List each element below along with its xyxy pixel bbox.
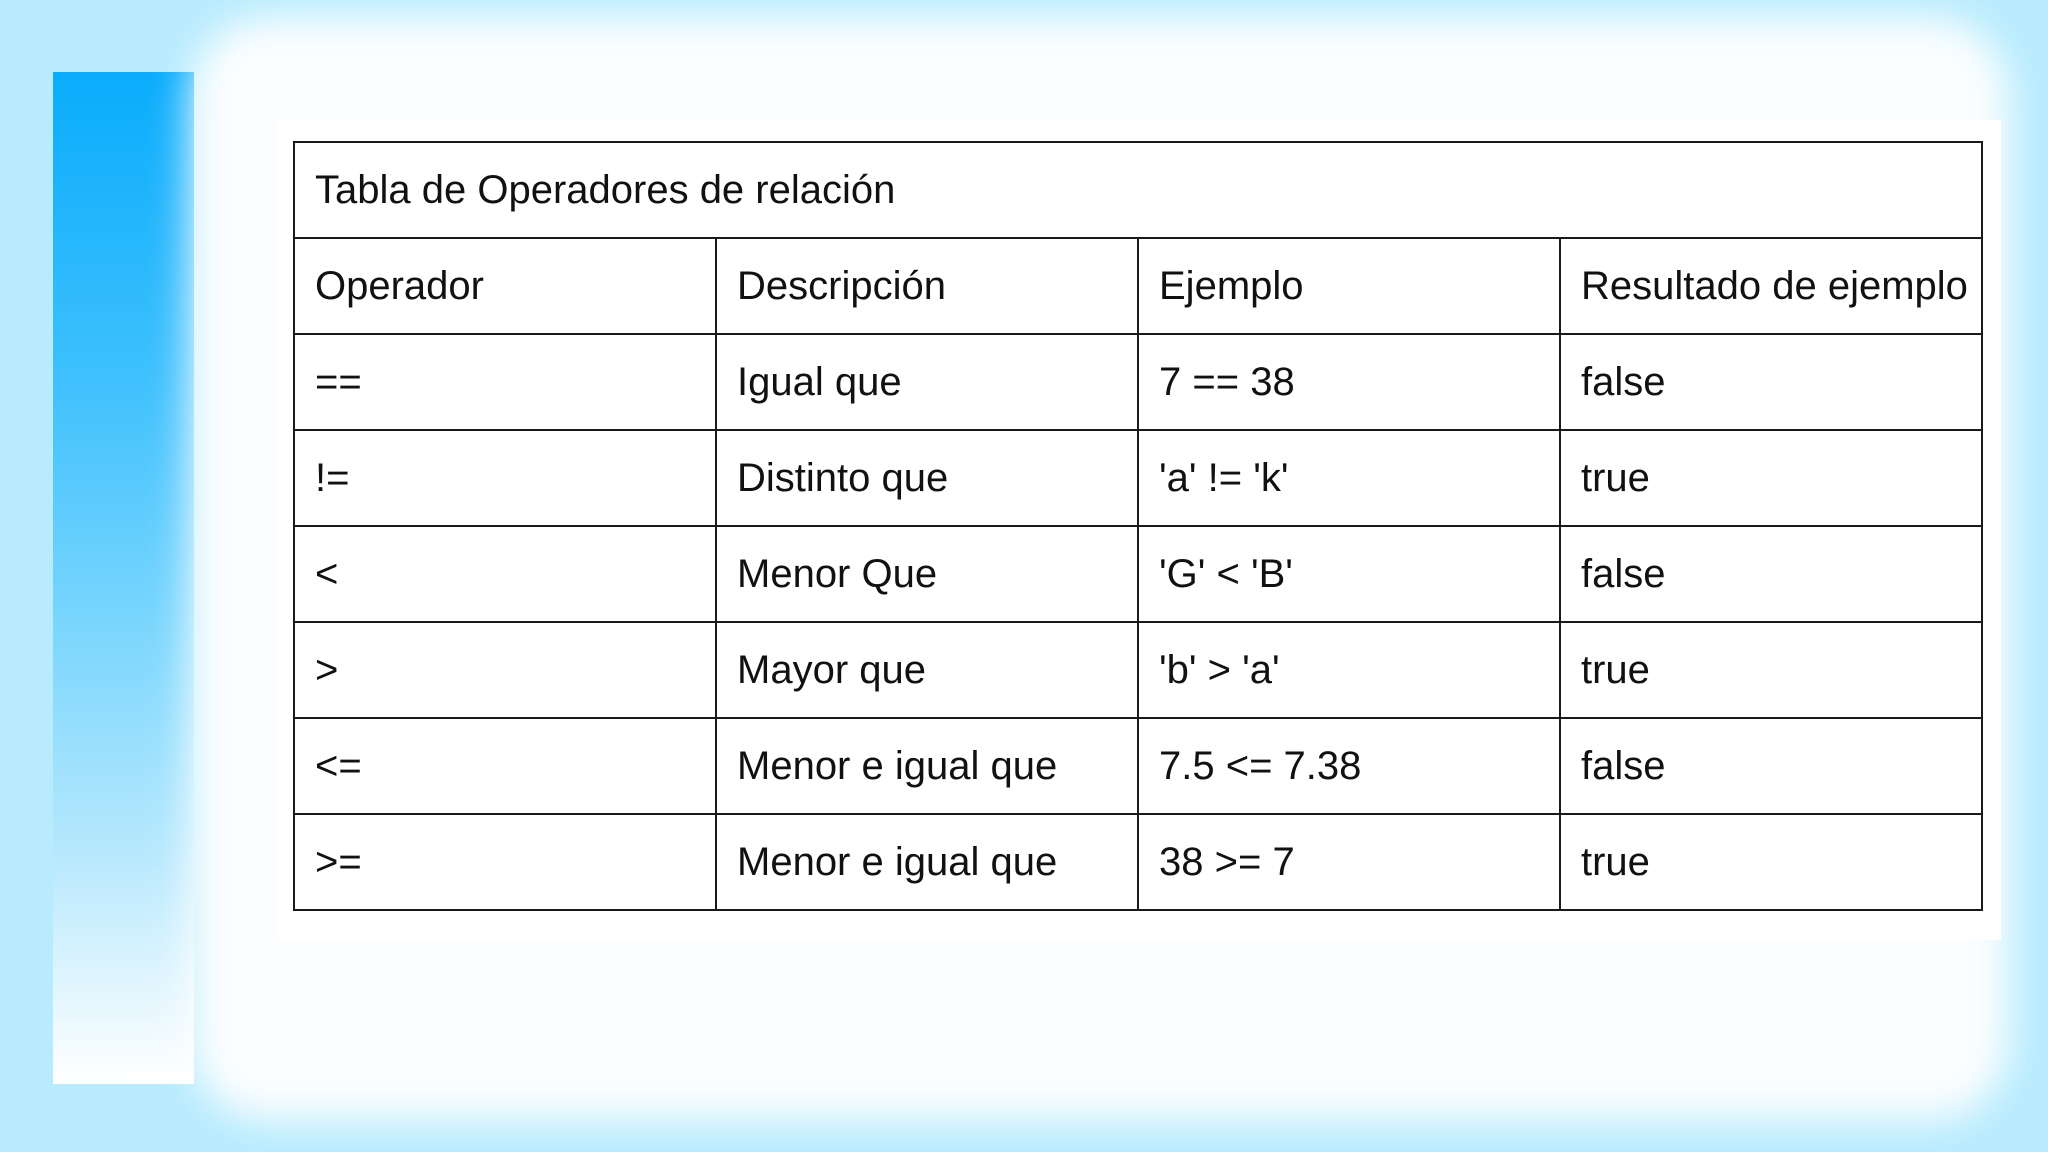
table-row: [294, 622, 1982, 718]
cell-description: Mayor que: [716, 622, 1138, 718]
table-row: [294, 814, 1982, 910]
table-title-row: [294, 142, 1982, 238]
cell-example: 7.5 <= 7.38: [1138, 718, 1560, 814]
table-row: [294, 334, 1982, 430]
cell-operator: <: [294, 526, 716, 622]
header-result: Resultado de ejemplo: [1560, 238, 1982, 334]
cell-result: true: [1560, 622, 1982, 718]
table-row: [294, 718, 1982, 814]
cell-operator: >: [294, 622, 716, 718]
table-row: [294, 526, 1982, 622]
cell-description: Menor e igual que: [716, 814, 1138, 910]
cell-operator: >=: [294, 814, 716, 910]
cell-example: 'b' > 'a': [1138, 622, 1560, 718]
cell-result: false: [1560, 526, 1982, 622]
cell-result: true: [1560, 814, 1982, 910]
cell-example: 'a' != 'k': [1138, 430, 1560, 526]
decorative-gradient-bar: [53, 72, 194, 1084]
header-description: Descripción: [716, 238, 1138, 334]
cell-result: true: [1560, 430, 1982, 526]
cell-description: Igual que: [716, 334, 1138, 430]
cell-description: Distinto que: [716, 430, 1138, 526]
cell-description: Menor e igual que: [716, 718, 1138, 814]
cell-example: 'G' < 'B': [1138, 526, 1560, 622]
cell-result: false: [1560, 334, 1982, 430]
header-operator: Operador: [294, 238, 716, 334]
cell-operator: <=: [294, 718, 716, 814]
table-row: [294, 430, 1982, 526]
cell-operator: !=: [294, 430, 716, 526]
table-title: Tabla de Operadores de relación: [294, 142, 1982, 238]
relational-operators-table: [293, 141, 1983, 911]
cell-example: 7 == 38: [1138, 334, 1560, 430]
cell-description: Menor Que: [716, 526, 1138, 622]
cell-example: 38 >= 7: [1138, 814, 1560, 910]
table-header-row: [294, 238, 1982, 334]
header-example: Ejemplo: [1138, 238, 1560, 334]
cell-operator: ==: [294, 334, 716, 430]
cell-result: false: [1560, 718, 1982, 814]
